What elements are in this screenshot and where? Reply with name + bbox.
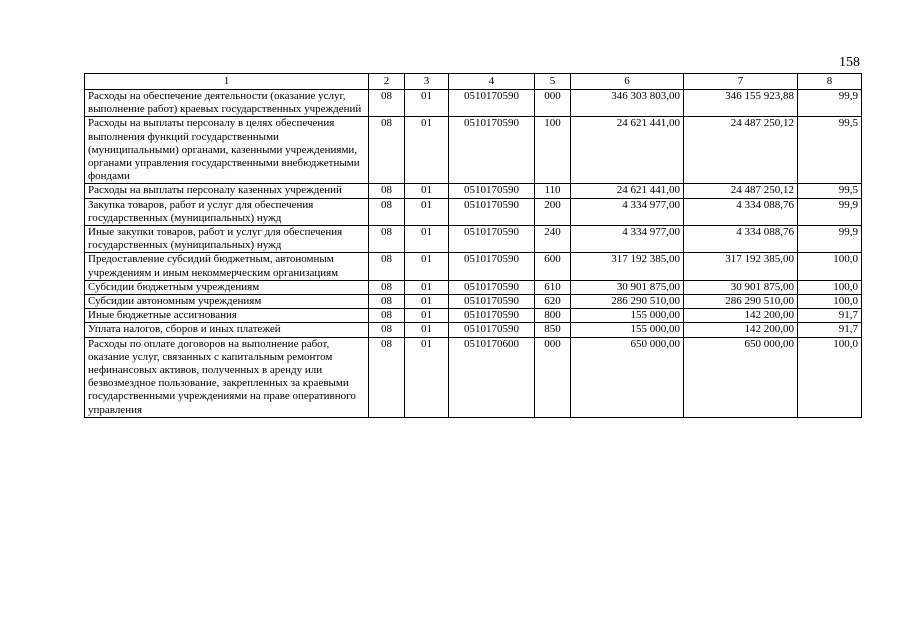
section-code: 08 [369, 253, 405, 280]
subsection-code: 01 [405, 253, 449, 280]
execution-percent: 91,7 [798, 309, 862, 323]
executed-amount: 30 901 875,00 [684, 280, 798, 294]
executed-amount: 4 334 088,76 [684, 226, 798, 253]
section-code: 08 [369, 280, 405, 294]
table-row [85, 90, 862, 117]
subsection-code: 01 [405, 309, 449, 323]
section-code: 08 [369, 90, 405, 117]
expense-type-code: 000 [535, 90, 571, 117]
section-code: 08 [369, 295, 405, 309]
execution-percent: 99,5 [798, 117, 862, 184]
expense-name: Субсидии бюджетным учреждениям [85, 280, 369, 294]
section-code: 08 [369, 309, 405, 323]
target-article-code: 0510170590 [449, 323, 535, 337]
table-row [85, 323, 862, 337]
executed-amount: 4 334 088,76 [684, 198, 798, 225]
table-row [85, 253, 862, 280]
header-cell: 8 [798, 74, 862, 90]
expense-name: Расходы по оплате договоров на выполнение работ, оказание услуг, связанных с капитальным ремонтом нефинансовых активов, полученных в аренду или безвозмездное пользование, закрепленных за краевыми государственными учреждениями на праве оперативного управления [85, 337, 369, 417]
expense-type-code: 620 [535, 295, 571, 309]
executed-amount: 142 200,00 [684, 309, 798, 323]
subsection-code: 01 [405, 117, 449, 184]
execution-percent: 99,9 [798, 198, 862, 225]
table-row [85, 226, 862, 253]
planned-amount: 650 000,00 [571, 337, 684, 417]
expense-type-code: 000 [535, 337, 571, 417]
planned-amount: 4 334 977,00 [571, 198, 684, 225]
target-article-code: 0510170590 [449, 280, 535, 294]
target-article-code: 0510170590 [449, 253, 535, 280]
header-cell: 6 [571, 74, 684, 90]
expense-name: Расходы на выплаты персоналу в целях обеспечения выполнения функций государственными (муниципальными) органами, казенными учреждениями, органами управления государственными внебюджетными фондами [85, 117, 369, 184]
planned-amount: 24 621 441,00 [571, 117, 684, 184]
target-article-code: 0510170590 [449, 295, 535, 309]
expense-type-code: 800 [535, 309, 571, 323]
executed-amount: 24 487 250,12 [684, 117, 798, 184]
expense-name: Субсидии автономным учреждениям [85, 295, 369, 309]
budget-table [84, 73, 862, 418]
expense-name: Иные бюджетные ассигнования [85, 309, 369, 323]
executed-amount: 24 487 250,12 [684, 184, 798, 198]
executed-amount: 142 200,00 [684, 323, 798, 337]
expense-type-code: 110 [535, 184, 571, 198]
table-row [85, 295, 862, 309]
target-article-code: 0510170590 [449, 226, 535, 253]
table-row [85, 280, 862, 294]
table-row [85, 309, 862, 323]
target-article-code: 0510170590 [449, 117, 535, 184]
section-code: 08 [369, 337, 405, 417]
expense-name: Закупка товаров, работ и услуг для обеспечения государственных (муниципальных) нужд [85, 198, 369, 225]
planned-amount: 286 290 510,00 [571, 295, 684, 309]
section-code: 08 [369, 117, 405, 184]
header-cell: 5 [535, 74, 571, 90]
expense-type-code: 610 [535, 280, 571, 294]
expense-name: Иные закупки товаров, работ и услуг для обеспечения государственных (муниципальных) нужд [85, 226, 369, 253]
subsection-code: 01 [405, 280, 449, 294]
execution-percent: 99,9 [798, 90, 862, 117]
target-article-code: 0510170590 [449, 184, 535, 198]
planned-amount: 155 000,00 [571, 309, 684, 323]
executed-amount: 650 000,00 [684, 337, 798, 417]
header-cell: 3 [405, 74, 449, 90]
execution-percent: 100,0 [798, 253, 862, 280]
planned-amount: 155 000,00 [571, 323, 684, 337]
expense-type-code: 200 [535, 198, 571, 225]
expense-type-code: 240 [535, 226, 571, 253]
executed-amount: 346 155 923,88 [684, 90, 798, 117]
subsection-code: 01 [405, 90, 449, 117]
expense-name: Расходы на выплаты персоналу казенных учреждений [85, 184, 369, 198]
section-code: 08 [369, 226, 405, 253]
header-cell: 4 [449, 74, 535, 90]
planned-amount: 30 901 875,00 [571, 280, 684, 294]
expense-type-code: 850 [535, 323, 571, 337]
execution-percent: 91,7 [798, 323, 862, 337]
subsection-code: 01 [405, 323, 449, 337]
execution-percent: 100,0 [798, 295, 862, 309]
expense-name: Уплата налогов, сборов и иных платежей [85, 323, 369, 337]
subsection-code: 01 [405, 226, 449, 253]
page-number: 158 [839, 55, 860, 70]
planned-amount: 4 334 977,00 [571, 226, 684, 253]
execution-percent: 99,5 [798, 184, 862, 198]
table-row [85, 184, 862, 198]
subsection-code: 01 [405, 198, 449, 225]
subsection-code: 01 [405, 295, 449, 309]
subsection-code: 01 [405, 337, 449, 417]
expense-type-code: 600 [535, 253, 571, 280]
target-article-code: 0510170590 [449, 309, 535, 323]
table-row [85, 337, 862, 417]
execution-percent: 99,9 [798, 226, 862, 253]
expense-name: Предоставление субсидий бюджетным, автономным учреждениям и иным некоммерческим организациям [85, 253, 369, 280]
section-code: 08 [369, 198, 405, 225]
header-cell: 1 [85, 74, 369, 90]
execution-percent: 100,0 [798, 280, 862, 294]
planned-amount: 346 303 803,00 [571, 90, 684, 117]
target-article-code: 0510170590 [449, 90, 535, 117]
execution-percent: 100,0 [798, 337, 862, 417]
section-code: 08 [369, 323, 405, 337]
header-cell: 2 [369, 74, 405, 90]
expense-type-code: 100 [535, 117, 571, 184]
table-row [85, 117, 862, 184]
header-cell: 7 [684, 74, 798, 90]
planned-amount: 317 192 385,00 [571, 253, 684, 280]
expense-name: Расходы на обеспечение деятельности (оказание услуг, выполнение работ) краевых государственных учреждений [85, 90, 369, 117]
planned-amount: 24 621 441,00 [571, 184, 684, 198]
executed-amount: 317 192 385,00 [684, 253, 798, 280]
target-article-code: 0510170590 [449, 198, 535, 225]
executed-amount: 286 290 510,00 [684, 295, 798, 309]
table-row [85, 198, 862, 225]
subsection-code: 01 [405, 184, 449, 198]
section-code: 08 [369, 184, 405, 198]
target-article-code: 0510170600 [449, 337, 535, 417]
header-row [85, 74, 862, 90]
